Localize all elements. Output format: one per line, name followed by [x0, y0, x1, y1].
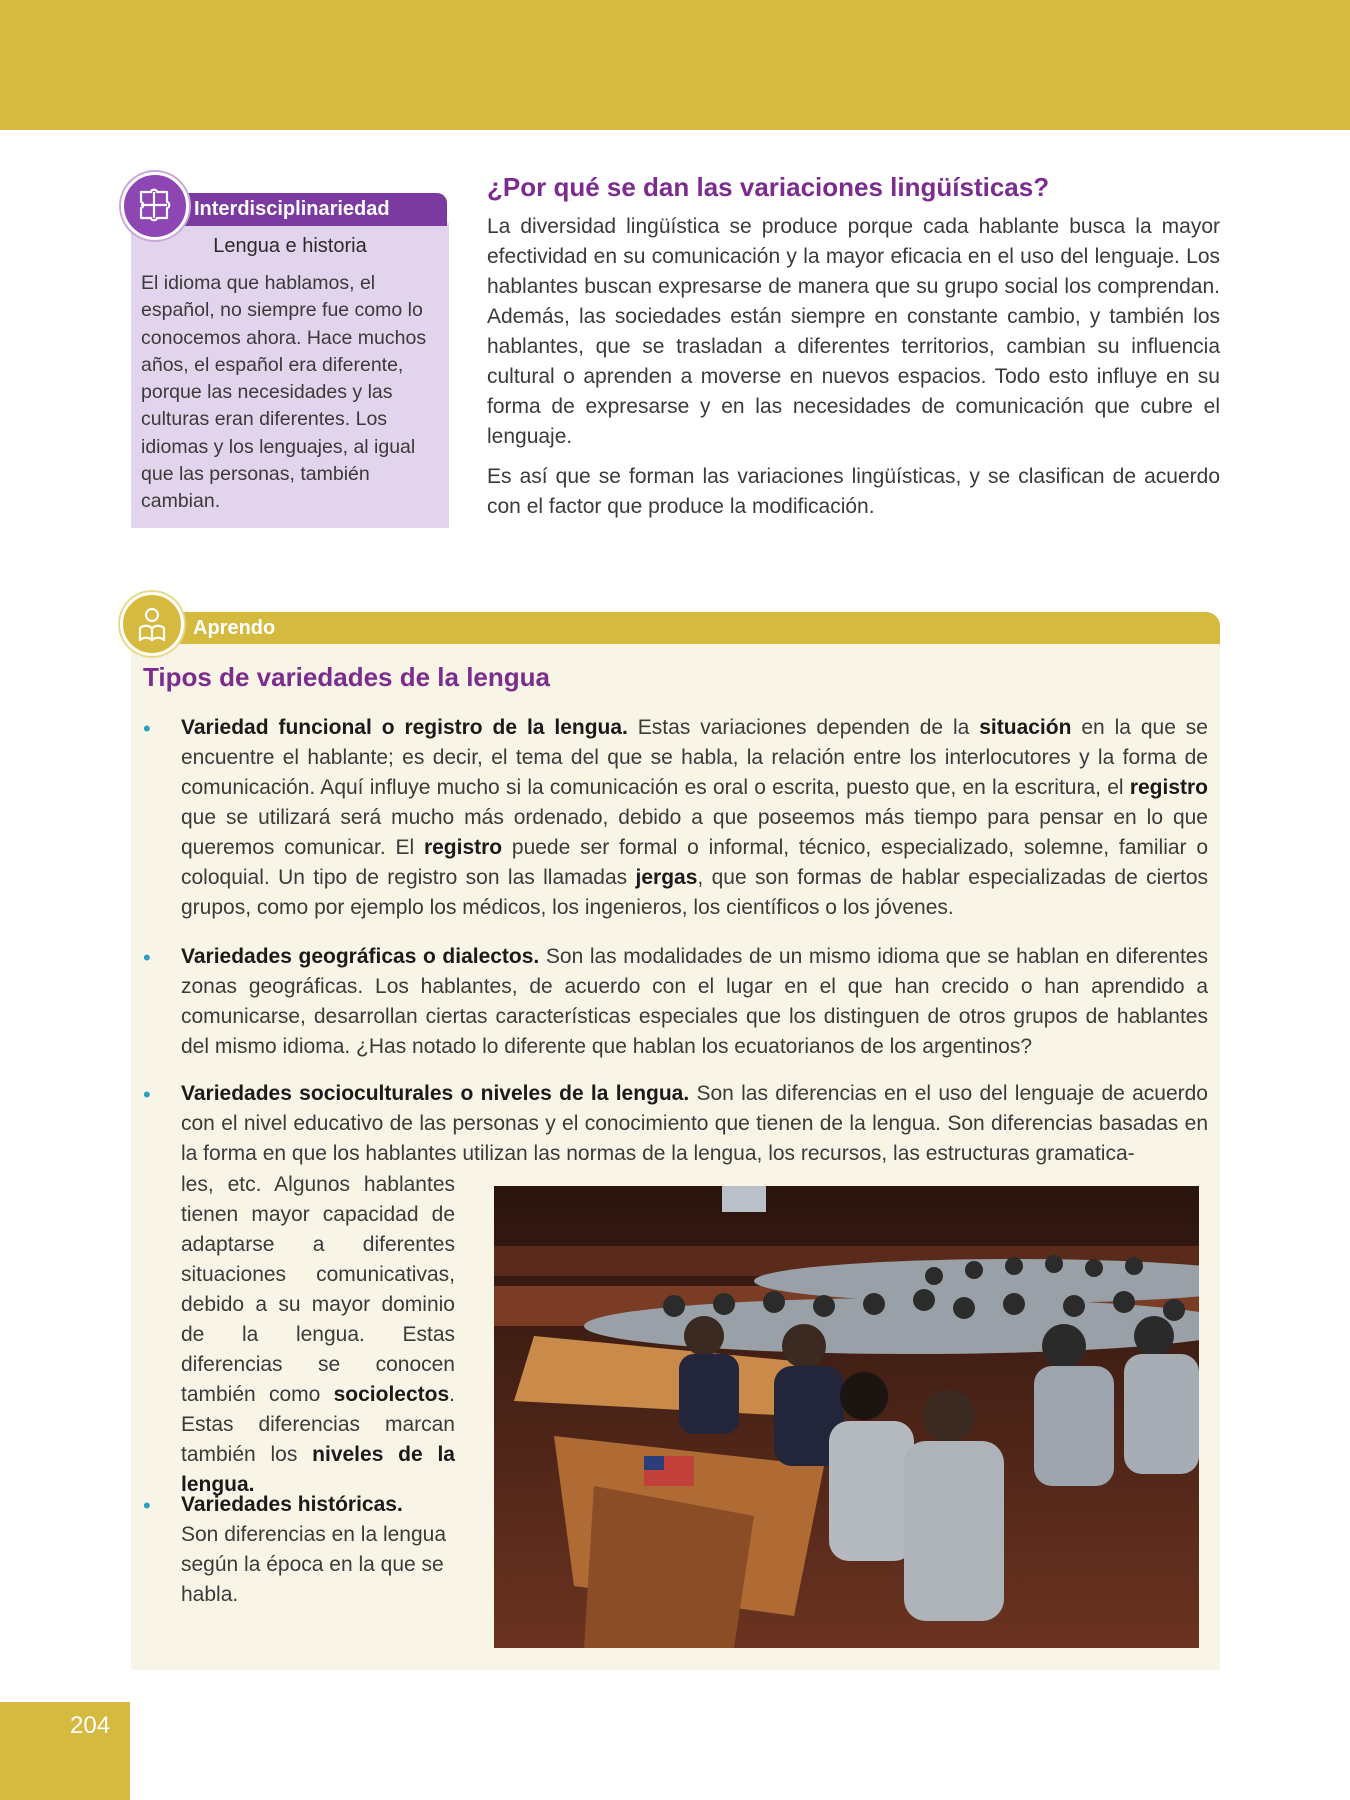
text-span: les, etc. Algunos hablantes tienen mayor capacidad de adaptarse a diferentes situaciones comunicativas, debido a su mayor dominio de la lengua. Estas diferencias se conocen también como: [181, 1173, 455, 1406]
intro-paragraph-1: La diversidad lingüística se produce porque cada hablante busca la mayor efectividad en su comunicación y la mayor eficacia en el uso del lenguaje. Los hablantes buscan expresarse de manera que su grupo social los comprendan. Además, las sociedades están siempre en constante cambio, y también los hablantes, que se trasladan a diferentes territorios, cambian su influencia cultural o aprenden a moverse en nuevos espacios. Todo esto influye en su forma de expresarse y en las necesidades de comunicación que cubre el lenguaje.: [487, 215, 1220, 448]
aprendo-header: [131, 612, 1220, 644]
item-funcional: [181, 713, 1208, 923]
bullet-marker: •: [143, 1493, 151, 1518]
term-socioculturales: Variedades socioculturales o niveles de la lengua.: [181, 1082, 690, 1105]
term-funcional: Variedad funcional o registro de la lengua.: [181, 716, 628, 739]
section-question-title: ¿Por qué se dan las variaciones lingüísticas?: [487, 172, 1050, 202]
item-historicas: [181, 1490, 455, 1610]
item-socioculturales-continued: [181, 1170, 455, 1500]
text-span: que se utilizará será mucho más ordenado, debido a que poseemos más tiempo para pensar en lo que queremos comunicar. El: [181, 806, 1208, 859]
term-historicas: Variedades históricas.: [181, 1493, 403, 1516]
term-registro: registro: [1129, 776, 1208, 799]
aprendo-label: Aprendo: [193, 617, 276, 639]
text-span: , que son formas de hablar especializadas de ciertos grupos, como por ejemplo los médicos, los ingenieros, los científicos o los jóvenes.: [181, 866, 1209, 919]
interdisciplinary-title: Interdisciplinariedad: [194, 198, 390, 220]
top-color-band: [0, 0, 1350, 130]
term-sociolectos: sociolectos: [333, 1383, 450, 1406]
item-socioculturales: [181, 1079, 1208, 1169]
reader-icon: [120, 592, 184, 656]
item-geograficas: [181, 942, 1208, 1062]
text-span: Estas variaciones dependen de la: [627, 716, 980, 739]
interdisciplinary-subtitle: Lengua e historia: [213, 235, 367, 257]
page-number: 204: [70, 1712, 111, 1739]
term-geograficas: Variedades geográficas o dialectos.: [181, 945, 540, 968]
bullet-marker: •: [143, 945, 151, 970]
term-jergas: jergas: [635, 866, 698, 889]
term-niveles: niveles de la lengua.: [181, 1443, 455, 1496]
text-span: Son diferencias en la lengua según la época en la que se habla.: [181, 1523, 447, 1606]
text-span: Son las modalidades de un mismo idioma que se hablan en diferentes zonas geográficas. Los hablantes, de acuerdo con el lugar en el que han crecido o han aprendido a comunicarse, desarrollan ciertas características especiales que los distinguen de otros grupos de hablantes del mismo idioma. ¿Has notado lo diferente que hablan los ecuatorianos de los argentinos?: [181, 945, 1208, 1058]
classroom-photo: [494, 1186, 1199, 1648]
page-number-tab: [0, 1702, 130, 1800]
bullet-marker: •: [143, 1082, 151, 1107]
bullet-marker: •: [143, 716, 151, 741]
interdisciplinary-text: El idioma que hablamos, el español, no siempre fue como lo conocemos ahora. Hace muchos años, el español era diferente, porque las necesidades y las culturas eran diferentes. Los idiomas y los lenguajes, al igual que las personas, también cambian.: [141, 272, 427, 513]
text-span: puede ser formal o informal, técnico, especializado, solemne, familiar o coloquial. Un tipo de registro son las llamadas: [181, 836, 1209, 889]
tipos-title: Tipos de variedades de la lengua: [143, 662, 550, 692]
puzzle-icon: [121, 172, 189, 240]
text-span: en la que se encuentre el hablante; es decir, el tema del que se habla, la relación entre los interlocutores y la forma de comunicación. Aquí influye mucho si la comunicación es oral o escrita, puesto que, en la escritura, el: [181, 716, 1208, 799]
term-situacion: situación: [979, 716, 1072, 739]
intro-paragraph-2: Es así que se forman las variaciones lingüísticas, y se clasifican de acuerdo con el factor que produce la modificación.: [487, 465, 1220, 518]
text-span: Son las diferencias en el uso del lenguaje de acuerdo con el nivel educativo de las personas y el conocimiento que tienen de la lengua. Son diferencias basadas en la forma en que los hablantes utilizan las normas de la lengua, los recursos, las estructuras gramatica-: [181, 1082, 1208, 1165]
text-span: . Estas diferencias marcan también los: [181, 1383, 455, 1466]
term-registro: registro: [423, 836, 503, 859]
